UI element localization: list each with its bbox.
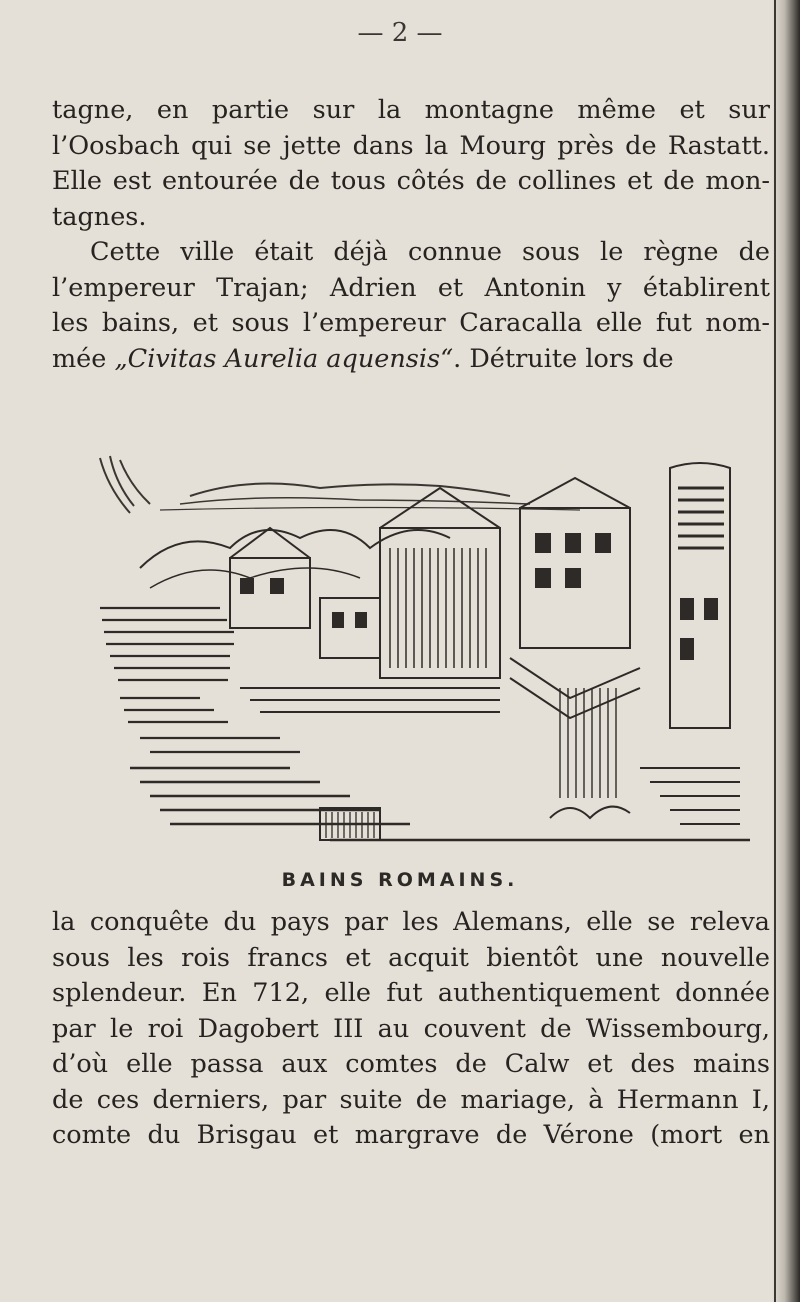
text-line: par le roi Dagobert III au couvent de Wissembourg, [52, 1013, 770, 1044]
text-block-top [52, 93, 770, 377]
page-edge-shadow [772, 0, 800, 1302]
text-line: tagne, en partie sur la montagne même et sur [52, 95, 770, 125]
text-line: l’empereur Trajan; Adrien et Antonin y établirent [52, 272, 770, 303]
page-number: — 2 — [357, 18, 443, 48]
text-line-with-quote [52, 342, 770, 378]
text-line: d’où elle passa aux comtes de Calw et des mains [52, 1049, 770, 1079]
text-line: l’Oosbach qui se jette dans la Mourg près de Rastatt. [52, 130, 770, 161]
text-line: Elle est entourée de tous côtés de collines et de mon- [52, 166, 770, 196]
text-line: comte du Brisgau et margrave de Vérone (mort en [52, 1120, 770, 1150]
latin-name-quote: „Civitas Aurelia aquensis“ [114, 343, 454, 374]
text-fragment: mée [52, 343, 115, 374]
text-line: sous les rois francs et acquit bientôt une nouvelle [52, 942, 770, 973]
text-line: Cette ville était déjà connue sous le règne de [90, 237, 770, 267]
text-line: la conquête du pays par les Alemans, elle se releva [52, 907, 770, 937]
text-block-bottom [52, 905, 770, 1154]
roman-baths-engraving [80, 448, 764, 850]
text-line: de ces derniers, par suite de mariage, à Hermann I, [52, 1084, 770, 1115]
illustration-caption: BAINS ROMAINS. [281, 869, 519, 891]
page-edge-line [774, 0, 776, 1302]
text-line: tagnes. [52, 201, 147, 232]
text-fragment: . Détruite lors de [453, 343, 674, 374]
text-line: splendeur. En 712, elle fut authentiquement donnée [52, 978, 770, 1008]
text-line: les bains, et sous l’empereur Caracalla elle fut nom- [52, 308, 770, 338]
